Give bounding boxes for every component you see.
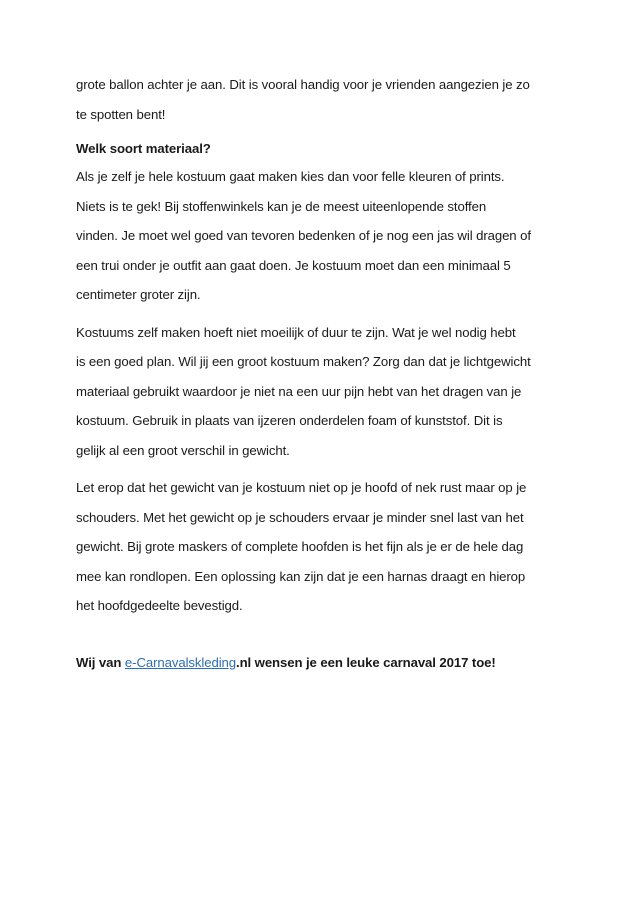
text-line: centimeter groter zijn. <box>76 287 201 302</box>
text-line: het hoofdgedeelte bevestigd. <box>76 598 243 613</box>
paragraph-plan <box>76 318 572 466</box>
text-line: Let erop dat het gewicht van je kostuum niet op je hoofd of nek rust maar op je <box>76 480 527 495</box>
shop-link[interactable]: e-Carnavalskleding <box>124 654 237 670</box>
text-line: gelijk al een groot verschil in gewicht. <box>76 442 290 458</box>
closing-prefix: Wij van <box>76 654 125 670</box>
text-line: schouders. Met het gewicht op je schouders ervaar je minder snel last van het <box>76 509 524 525</box>
text-line: vinden. Je moet wel goed van tevoren bedenken of je nog een jas wil dragen of <box>76 228 531 243</box>
text-line: kostuum. Gebruik in plaats van ijzeren onderdelen foam of kunststof. Dit is <box>76 413 503 428</box>
closing-line <box>76 648 572 678</box>
paragraph-colors <box>76 162 572 310</box>
text-line: is een goed plan. Wil jij een groot kostuum maken? Zorg dan dat je lichtgewicht <box>76 354 531 369</box>
text-line: gewicht. Bij grote maskers of complete hoofden is het fijn als je er de hele dag <box>76 539 524 554</box>
text-line: Als je zelf je hele kostuum gaat maken kies dan voor felle kleuren of prints. <box>76 169 505 184</box>
text-line: mee kan rondlopen. Een oplossing kan zijn dat je een harnas draagt en hierop <box>76 568 526 584</box>
text-line: materiaal gebruikt waardoor je niet na een uur pijn hebt van het dragen van je <box>76 383 522 399</box>
text-line: te spotten bent! <box>76 106 166 122</box>
section-heading: Welk soort materiaal? <box>76 141 211 156</box>
closing-suffix: .nl wensen je een leuke carnaval 2017 toe! <box>236 654 496 670</box>
text-line: een trui onder je outfit aan gaat doen. Je kostuum moet dan een minimaal 5 <box>76 257 511 273</box>
document-body <box>76 70 572 677</box>
text-line: Niets is te gek! Bij stoffenwinkels kan je de meest uiteenlopende stoffen <box>76 198 487 214</box>
text-line: grote ballon achter je aan. Dit is vooral handig voor je vrienden aangezien je zo <box>76 77 530 92</box>
intro-paragraph <box>76 70 572 129</box>
paragraph-weight <box>76 473 572 621</box>
text-line: Kostuums zelf maken hoeft niet moeilijk of duur te zijn. Wat je wel nodig hebt <box>76 324 516 340</box>
